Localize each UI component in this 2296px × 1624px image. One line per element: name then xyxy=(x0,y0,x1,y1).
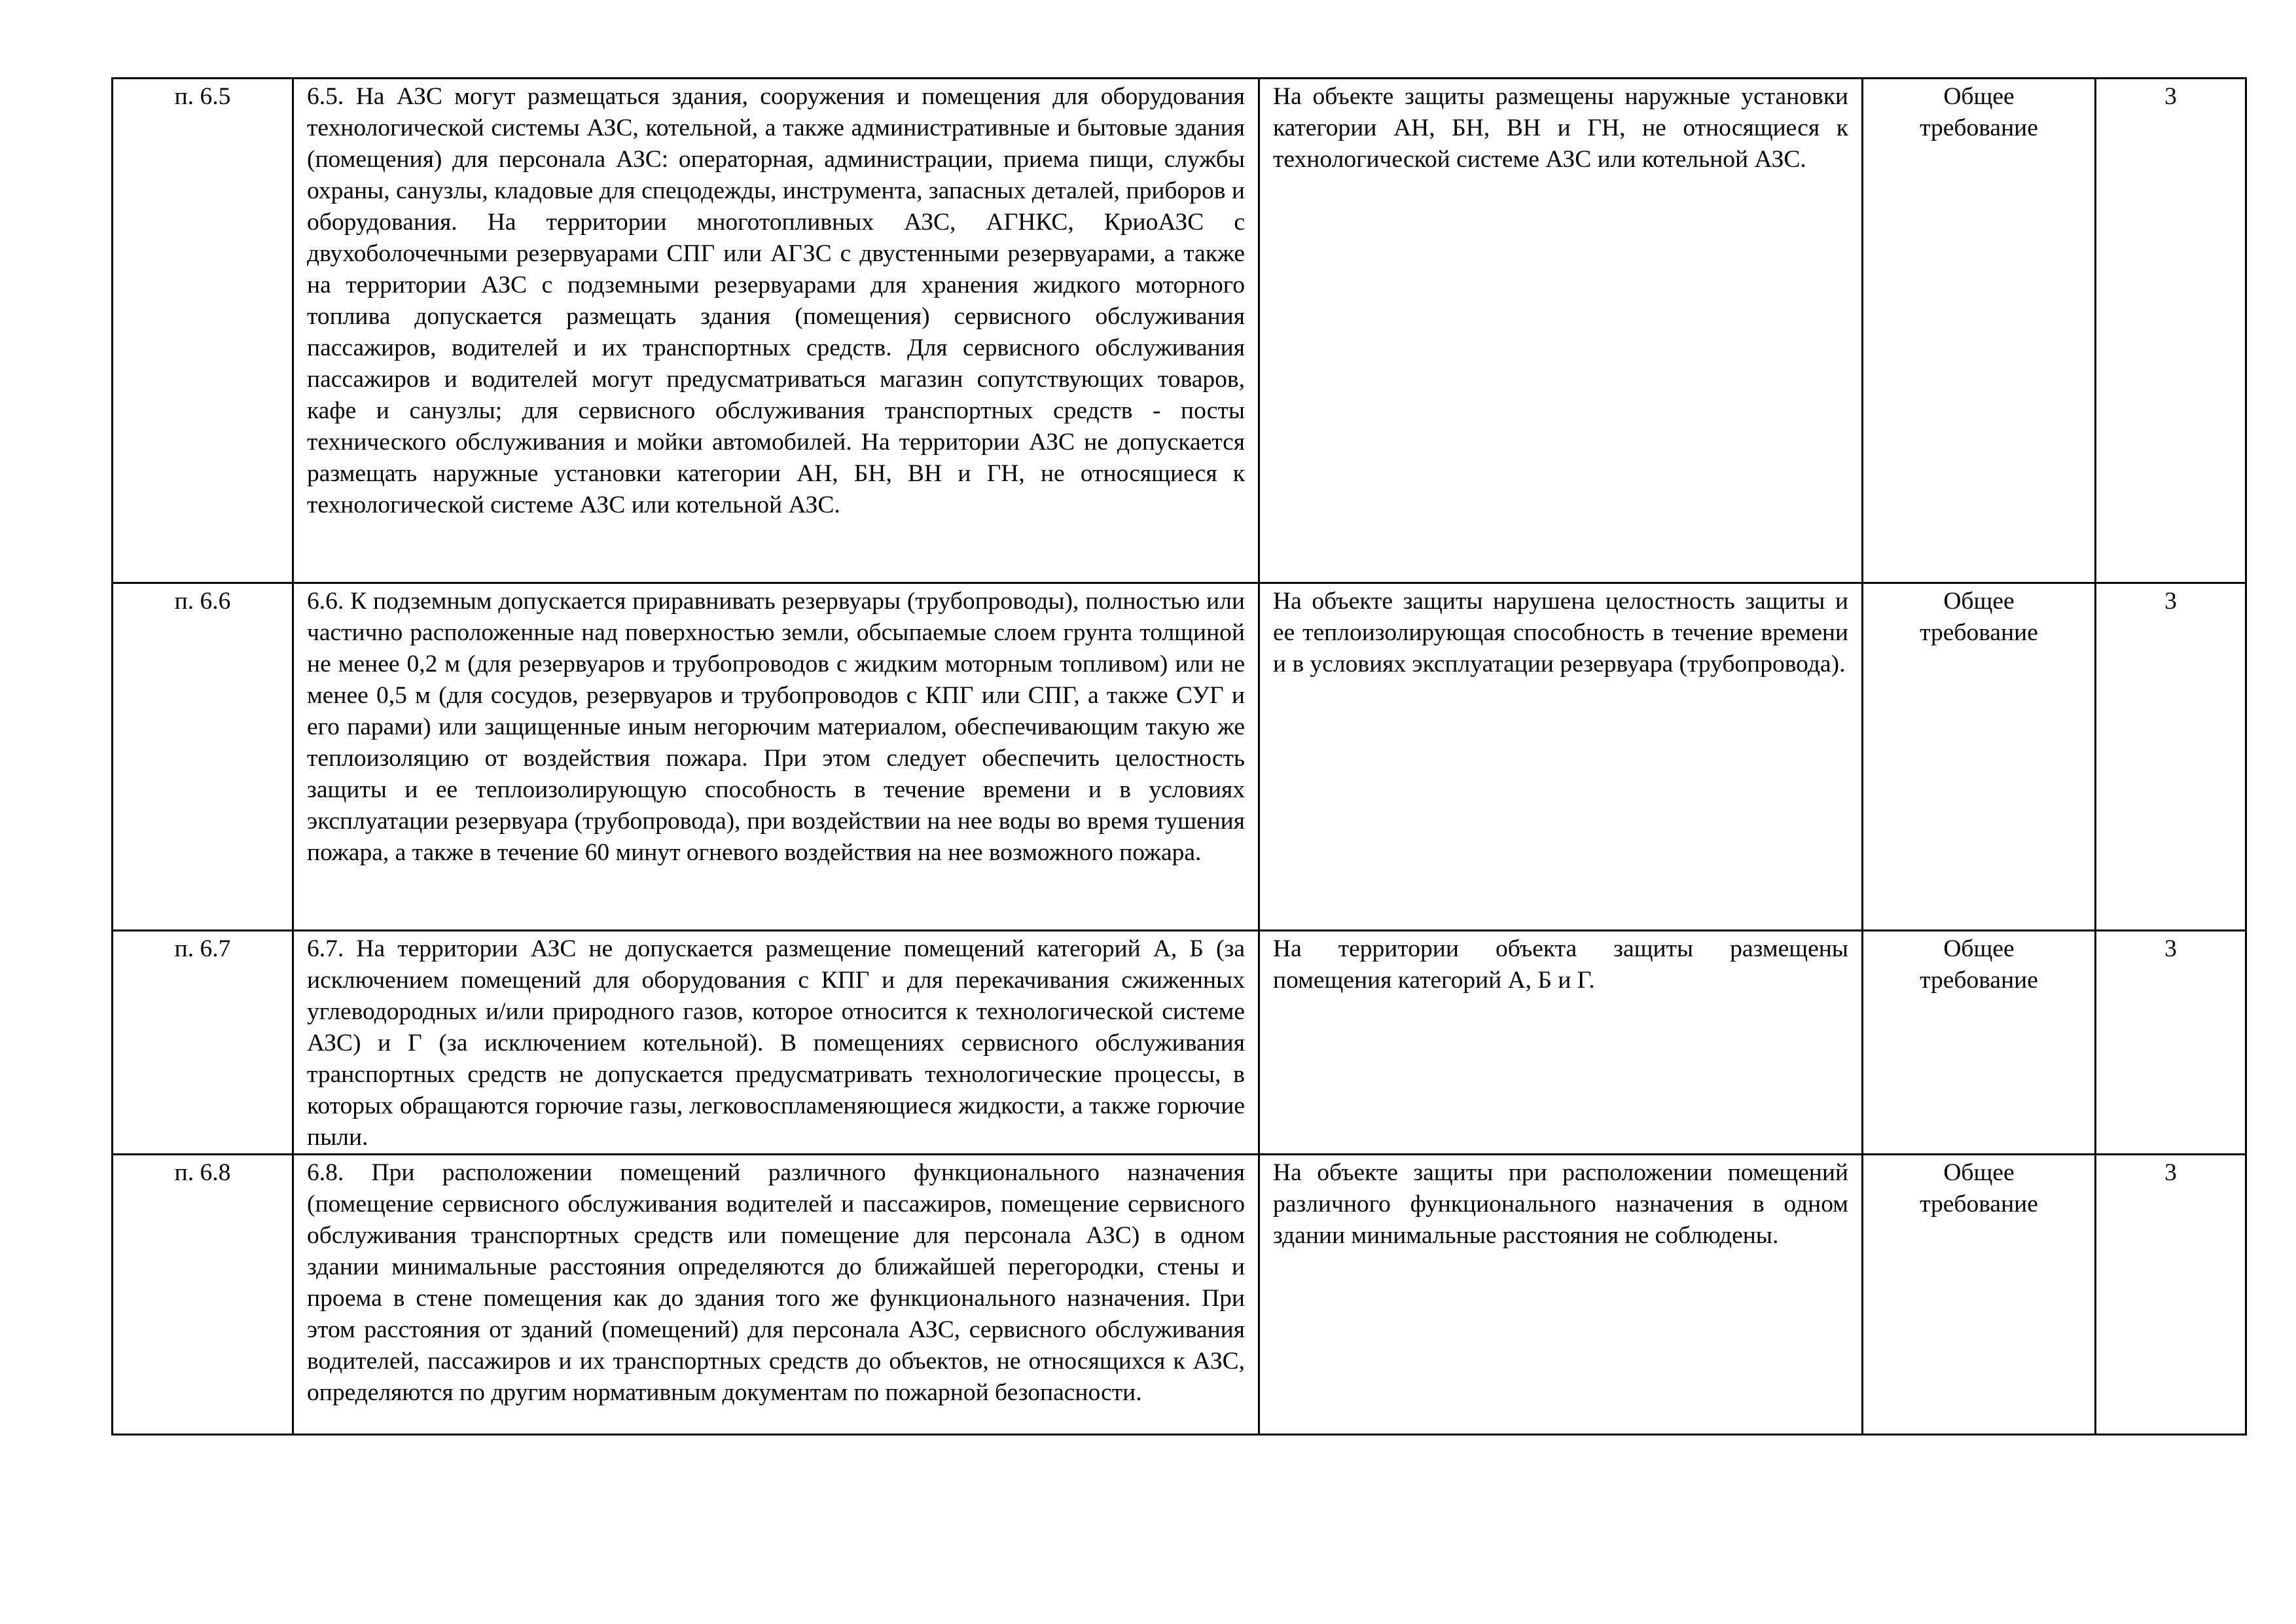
clause-cell: п. 6.5 xyxy=(113,79,293,583)
table-row xyxy=(113,79,2246,583)
requirement-cell: 6.7. На территории АЗС не допускается размещение помещений категорий А, Б (за исключением помещений для оборудования с КПГ и для перекачивания сжиженных углеводородных и/или природного газов, которое относится к технологической системе АЗС) и Г (за исключением котельной). В помещениях сервисного обслуживания транспортных средств не допускается предусматривать технологические процессы, в которых обращаются горючие газы, легковоспламеняющиеся жидкости, а также горючие пыли. xyxy=(293,931,1259,1155)
clause-cell: п. 6.7 xyxy=(113,931,293,1155)
requirement-type-line1: Общее xyxy=(1943,935,2015,962)
requirement-type-line2: требование xyxy=(1920,1191,2038,1218)
requirements-table xyxy=(111,77,2247,1435)
requirement-type-line2: требование xyxy=(1920,967,2038,994)
table-row xyxy=(113,583,2246,931)
clause-cell: п. 6.8 xyxy=(113,1155,293,1435)
violation-cell: На территории объекта защиты размещены помещения категорий А, Б и Г. xyxy=(1259,931,1863,1155)
clause-cell: п. 6.6 xyxy=(113,583,293,931)
requirements-sheet xyxy=(111,77,2245,1435)
requirement-type-cell xyxy=(1863,1155,2096,1435)
requirement-type-cell xyxy=(1863,931,2096,1155)
requirement-type-line1: Общее xyxy=(1943,83,2015,110)
category-cell: 3 xyxy=(2096,79,2246,583)
category-cell: 3 xyxy=(2096,1155,2246,1435)
category-cell: 3 xyxy=(2096,931,2246,1155)
requirement-cell: 6.8. При расположении помещений различного функционального назначения (помещение сервисного обслуживания водителей и пассажиров, помещение сервисного обслуживания транспортных средств или помещение для персонала АЗС) в одном здании минимальные расстояния определяются до ближайшей перегородки, стены и проема в стене помещения как до здания того же функционального назначения. При этом расстояния от зданий (помещений) для персонала АЗС, сервисного обслуживания водителей, пассажиров и их транспортных средств до объектов, не относящихся к АЗС, определяются по другим нормативным документам по пожарной безопасности. xyxy=(293,1155,1259,1435)
requirement-cell: 6.5. На АЗС могут размещаться здания, сооружения и помещения для оборудования технологической системы АЗС, котельной, а также административные и бытовые здания (помещения) для персонала АЗС: операторная, администрации, приема пищи, службы охраны, санузлы, кладовые для спецодежды, инструмента, запасных деталей, приборов и оборудования. На территории многотопливных АЗС, АГНКС, КриоАЗС с двухоболочечными резервуарами СПГ или АГЗС с двустенными резервуарами, а также на территории АЗС с подземными резервуарами для хранения жидкого моторного топлива допускается размещать здания (помещения) сервисного обслуживания пассажиров, водителей и их транспортных средств. Для сервисного обслуживания пассажиров и водителей могут предусматриваться магазин сопутствующих товаров, кафе и санузлы; для сервисного обслуживания транспортных средств - посты технического обслуживания и мойки автомобилей. На территории АЗС не допускается размещать наружные установки категории АН, БН, ВН и ГН, не относящиеся к технологической системе АЗС или котельной АЗС. xyxy=(293,79,1259,583)
requirement-type-cell xyxy=(1863,583,2096,931)
category-cell: 3 xyxy=(2096,583,2246,931)
requirement-type-line1: Общее xyxy=(1943,588,2015,615)
requirement-cell: 6.6. К подземным допускается приравнивать резервуары (трубопроводы), полностью или частично расположенные над поверхностью земли, обсыпаемые слоем грунта толщиной не менее 0,2 м (для резервуаров и трубопроводов с жидким моторным топливом) или не менее 0,5 м (для сосудов, резервуаров и трубопроводов с КПГ или СПГ, а также СУГ и его парами) или защищенные иным негорючим материалом, обеспечивающим такую же теплоизоляцию от воздействия пожара. При этом следует обеспечить целостность защиты и ее теплоизолирующую способность в течение времени и в условиях эксплуатации резервуара (трубопровода), при воздействии на нее воды во время тушения пожара, а также в течение 60 минут огневого воздействия на нее возможного пожара. xyxy=(293,583,1259,931)
violation-cell: На объекте защиты при расположении помещений различного функционального назначения в одном здании минимальные расстояния не соблюдены. xyxy=(1259,1155,1863,1435)
requirement-type-line2: требование xyxy=(1920,619,2038,646)
table-row xyxy=(113,1155,2246,1435)
violation-cell: На объекте защиты размещены наружные установки категории АН, БН, ВН и ГН, не относящиеся к технологической системе АЗС или котельной АЗС. xyxy=(1259,79,1863,583)
requirement-type-line2: требование xyxy=(1920,115,2038,141)
requirement-type-line1: Общее xyxy=(1943,1159,2015,1186)
violation-cell: На объекте защиты нарушена целостность защиты и ее теплоизолирующая способность в течение времени и в условиях эксплуатации резервуара (трубопровода). xyxy=(1259,583,1863,931)
requirement-type-cell xyxy=(1863,79,2096,583)
table-row xyxy=(113,931,2246,1155)
